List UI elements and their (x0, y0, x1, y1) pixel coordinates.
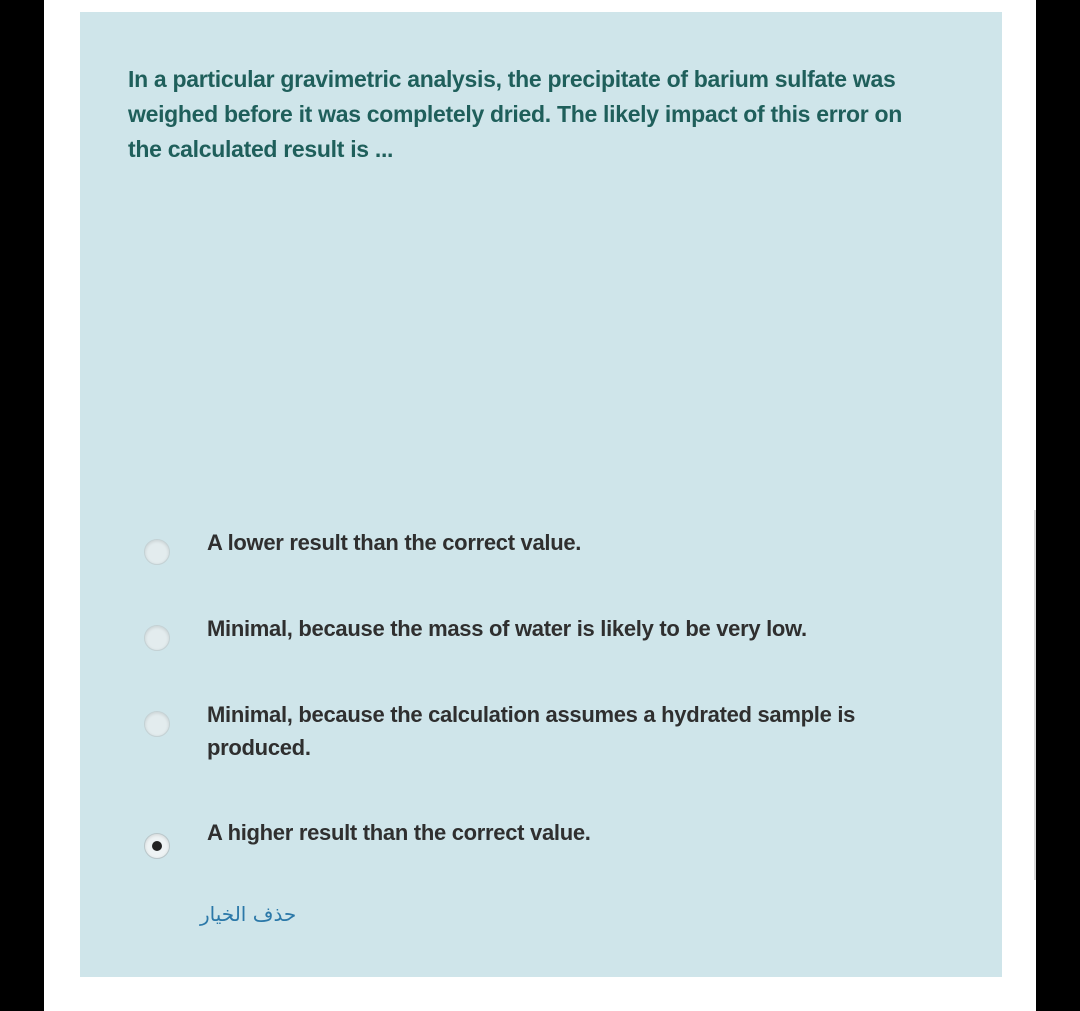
clear-choice-link[interactable]: حذف الخيار (200, 902, 297, 926)
option-d[interactable] (144, 816, 964, 856)
radio-button-checked[interactable] (144, 833, 170, 859)
radio-button-unchecked[interactable] (144, 625, 170, 651)
option-label: Minimal, because the mass of water is likely to be very low. (207, 616, 807, 641)
option-b[interactable] (144, 612, 964, 652)
option-label: A lower result than the correct value. (207, 530, 582, 555)
quiz-page (44, 0, 1036, 1011)
option-label: A higher result than the correct value. (207, 820, 591, 845)
option-label: Minimal, because the calculation assumes a hydrated sample is produced. (207, 702, 856, 760)
radio-button-unchecked[interactable] (144, 711, 170, 737)
question-text: In a particular gravimetric analysis, the precipitate of barium sulfate was weighed before it was completely dried. The likely impact of this error on the calculated result is ... (128, 66, 903, 162)
scrollbar-track[interactable] (1034, 510, 1036, 880)
question-card (80, 12, 1002, 977)
option-c[interactable] (144, 698, 964, 768)
radio-button-unchecked[interactable] (144, 539, 170, 565)
option-a[interactable] (144, 526, 964, 566)
